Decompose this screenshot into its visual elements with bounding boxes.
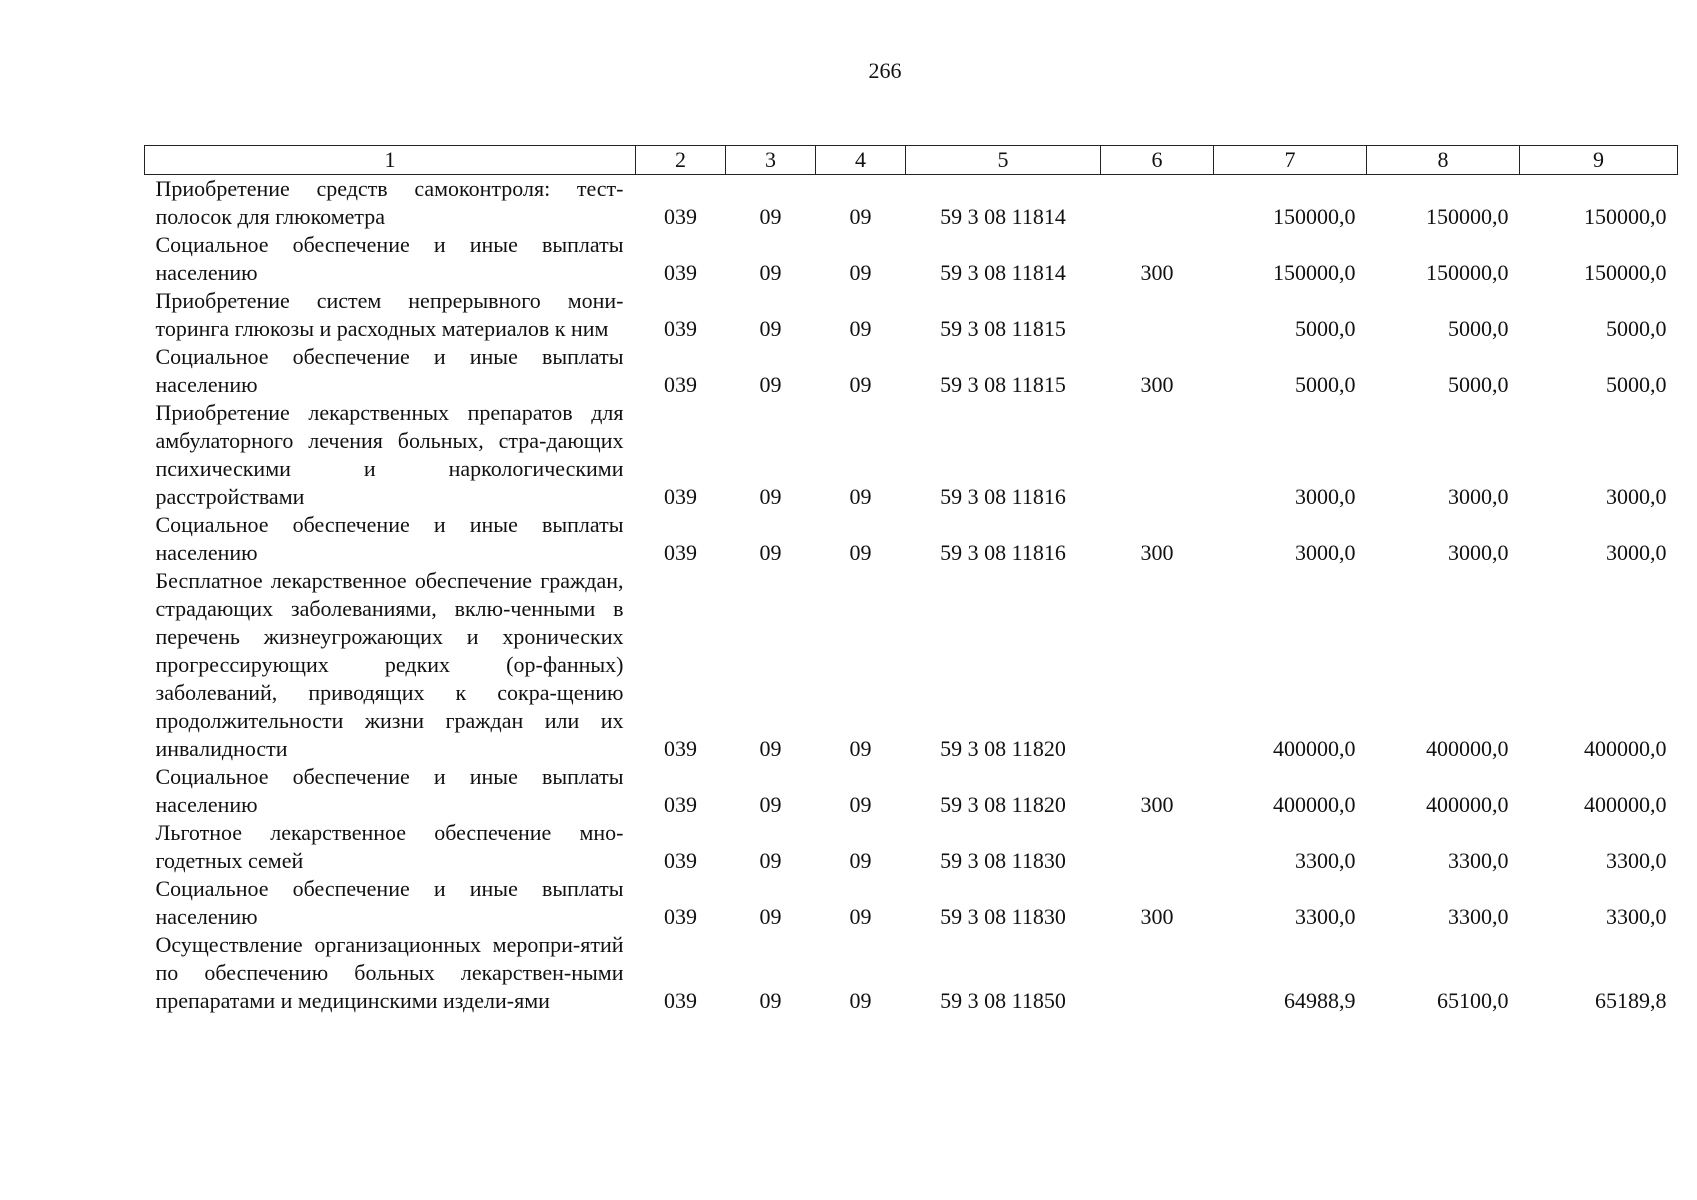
code-2-cell: 039 <box>664 904 697 929</box>
table-row <box>145 231 1678 287</box>
column-header-9: 9 <box>1520 146 1678 175</box>
page-number: 266 <box>868 58 902 83</box>
amount-7-cell: 150000,0 <box>1273 204 1356 229</box>
budget-table <box>144 145 1678 1015</box>
amount-8-cell: 3300,0 <box>1448 904 1509 929</box>
table-row <box>145 567 1678 763</box>
code-3-cell: 09 <box>759 260 782 285</box>
code-4-cell: 09 <box>849 260 872 285</box>
code-2-cell: 039 <box>664 792 697 817</box>
column-header-3: 3 <box>726 146 816 175</box>
code-4-cell: 09 <box>849 904 872 929</box>
row-name-cell: Социальное обеспечение и иные выплаты населению <box>155 232 624 285</box>
amount-7-cell: 3000,0 <box>1295 540 1356 565</box>
code-4-cell: 09 <box>849 204 872 229</box>
amount-7-cell: 5000,0 <box>1295 372 1356 397</box>
column-header-2: 2 <box>636 146 726 175</box>
row-name-cell: Бесплатное лекарственное обеспечение граждан, страдающих заболеваниями, вклю-ченными в перечень жизнеугрожающих и хронических прогрессирующих редких (ор-фанных) заболеваний, приводящих к сокра-щению продолжительности жизни граждан или их инвалидности <box>155 568 624 761</box>
amount-8-cell: 3300,0 <box>1448 848 1509 873</box>
row-name-cell: Осуществление организационных меропри-ятий по обеспечению больных лекарствен-ными препаратами и медицинскими издели-ями <box>155 932 624 1013</box>
table-body <box>145 175 1678 1016</box>
target-article-cell: 59 3 08 11814 <box>940 204 1066 229</box>
code-2-cell: 039 <box>664 372 697 397</box>
target-article-cell: 59 3 08 11816 <box>940 484 1066 509</box>
table-row <box>145 175 1678 232</box>
column-header-7: 7 <box>1214 146 1367 175</box>
expense-type-cell: 300 <box>1140 260 1174 285</box>
amount-9-cell: 5000,0 <box>1606 316 1667 341</box>
expense-type-cell <box>1101 175 1214 232</box>
column-header-8: 8 <box>1367 146 1520 175</box>
expense-type-cell: 300 <box>1140 540 1174 565</box>
code-4-cell: 09 <box>849 736 872 761</box>
amount-9-cell: 150000,0 <box>1584 260 1667 285</box>
amount-9-cell: 3000,0 <box>1606 540 1667 565</box>
row-name-cell: Приобретение систем непрерывного мони-торинга глюкозы и расходных материалов к ним <box>155 288 624 341</box>
amount-7-cell: 3300,0 <box>1295 904 1356 929</box>
table-header <box>145 146 1678 175</box>
target-article-cell: 59 3 08 11815 <box>940 316 1066 341</box>
target-article-cell: 59 3 08 11850 <box>940 988 1066 1013</box>
code-4-cell: 09 <box>849 792 872 817</box>
target-article-cell: 59 3 08 11820 <box>940 736 1066 761</box>
target-article-cell: 59 3 08 11830 <box>940 848 1066 873</box>
amount-8-cell: 65100,0 <box>1437 988 1509 1013</box>
code-4-cell: 09 <box>849 540 872 565</box>
table-row <box>145 399 1678 511</box>
target-article-cell: 59 3 08 11815 <box>940 372 1066 397</box>
code-3-cell: 09 <box>759 540 782 565</box>
amount-9-cell: 65189,8 <box>1595 988 1667 1013</box>
code-4-cell: 09 <box>849 848 872 873</box>
code-2-cell: 039 <box>664 988 697 1013</box>
target-article-cell: 59 3 08 11816 <box>940 540 1066 565</box>
column-header-4: 4 <box>816 146 906 175</box>
amount-9-cell: 3000,0 <box>1606 484 1667 509</box>
column-header-5: 5 <box>906 146 1101 175</box>
amount-9-cell: 5000,0 <box>1606 372 1667 397</box>
target-article-cell: 59 3 08 11814 <box>940 260 1066 285</box>
expense-type-cell <box>1101 287 1214 343</box>
amount-8-cell: 150000,0 <box>1426 260 1509 285</box>
code-3-cell: 09 <box>759 316 782 341</box>
target-article-cell: 59 3 08 11830 <box>940 904 1066 929</box>
table-row <box>145 763 1678 819</box>
amount-9-cell: 400000,0 <box>1584 736 1667 761</box>
expense-type-cell: 300 <box>1140 372 1174 397</box>
row-name-cell: Социальное обеспечение и иные выплаты населению <box>155 344 624 397</box>
amount-7-cell: 3000,0 <box>1295 484 1356 509</box>
table-row <box>145 875 1678 931</box>
table-row <box>145 819 1678 875</box>
code-2-cell: 039 <box>664 316 697 341</box>
amount-9-cell: 3300,0 <box>1606 848 1667 873</box>
table-row <box>145 343 1678 399</box>
amount-9-cell: 400000,0 <box>1584 792 1667 817</box>
amount-9-cell: 3300,0 <box>1606 904 1667 929</box>
column-header-6: 6 <box>1101 146 1214 175</box>
code-4-cell: 09 <box>849 372 872 397</box>
code-4-cell: 09 <box>849 316 872 341</box>
amount-8-cell: 150000,0 <box>1426 204 1509 229</box>
row-name-cell: Льготное лекарственное обеспечение мно-годетных семей <box>155 820 624 873</box>
code-2-cell: 039 <box>664 540 697 565</box>
amount-7-cell: 150000,0 <box>1273 260 1356 285</box>
row-name-cell: Приобретение лекарственных препаратов для амбулаторного лечения больных, стра-дающих психическими и наркологическими расстройствами <box>155 400 624 509</box>
code-4-cell: 09 <box>849 484 872 509</box>
code-3-cell: 09 <box>759 204 782 229</box>
expense-type-cell <box>1101 931 1214 1015</box>
code-2-cell: 039 <box>664 736 697 761</box>
row-name-cell: Социальное обеспечение и иные выплаты населению <box>155 876 624 929</box>
code-3-cell: 09 <box>759 484 782 509</box>
expense-type-cell: 300 <box>1140 904 1174 929</box>
amount-7-cell: 64988,9 <box>1284 988 1356 1013</box>
expense-type-cell <box>1101 567 1214 763</box>
expense-type-cell <box>1101 399 1214 511</box>
amount-7-cell: 400000,0 <box>1273 736 1356 761</box>
amount-7-cell: 5000,0 <box>1295 316 1356 341</box>
table-row <box>145 511 1678 567</box>
code-2-cell: 039 <box>664 260 697 285</box>
row-name-cell: Социальное обеспечение и иные выплаты населению <box>155 764 624 817</box>
table-row <box>145 931 1678 1015</box>
expense-type-cell: 300 <box>1140 792 1174 817</box>
amount-8-cell: 5000,0 <box>1448 372 1509 397</box>
expense-type-cell <box>1101 819 1214 875</box>
code-3-cell: 09 <box>759 988 782 1013</box>
header-row <box>145 146 1678 175</box>
code-2-cell: 039 <box>664 204 697 229</box>
amount-8-cell: 400000,0 <box>1426 736 1509 761</box>
amount-8-cell: 400000,0 <box>1426 792 1509 817</box>
code-4-cell: 09 <box>849 988 872 1013</box>
amount-9-cell: 150000,0 <box>1584 204 1667 229</box>
code-3-cell: 09 <box>759 736 782 761</box>
column-header-1: 1 <box>145 146 636 175</box>
target-article-cell: 59 3 08 11820 <box>940 792 1066 817</box>
code-2-cell: 039 <box>664 848 697 873</box>
code-2-cell: 039 <box>664 484 697 509</box>
code-3-cell: 09 <box>759 904 782 929</box>
amount-8-cell: 3000,0 <box>1448 484 1509 509</box>
amount-7-cell: 3300,0 <box>1295 848 1356 873</box>
row-name-cell: Социальное обеспечение и иные выплаты населению <box>155 512 624 565</box>
code-3-cell: 09 <box>759 848 782 873</box>
code-3-cell: 09 <box>759 372 782 397</box>
amount-8-cell: 5000,0 <box>1448 316 1509 341</box>
table-row <box>145 287 1678 343</box>
code-3-cell: 09 <box>759 792 782 817</box>
amount-8-cell: 3000,0 <box>1448 540 1509 565</box>
amount-7-cell: 400000,0 <box>1273 792 1356 817</box>
row-name-cell: Приобретение средств самоконтроля: тест-полосок для глюкометра <box>155 176 624 229</box>
